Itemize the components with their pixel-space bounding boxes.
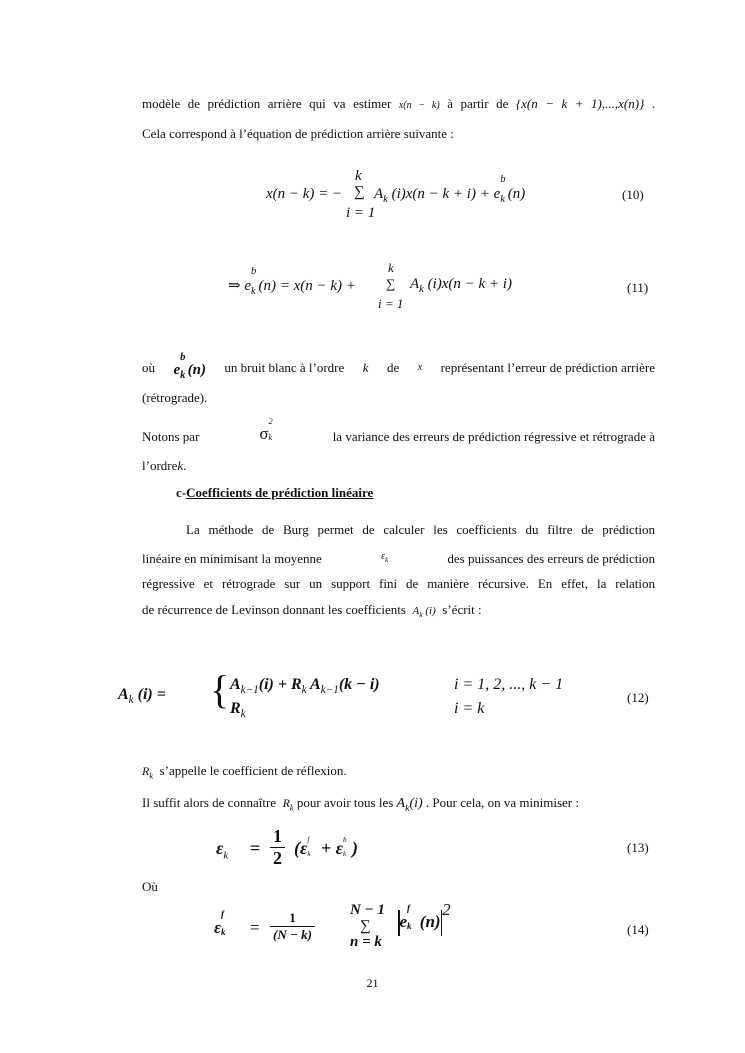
section-heading: c-Coefficients de prédiction linéaire: [176, 485, 374, 500]
equation-11: [228, 262, 558, 322]
fraction: $\frac{1}{(N - k)}$: [270, 910, 315, 943]
text: à partir de: [447, 96, 509, 111]
para4-line4: de récurrence de Levinson donnant les coefficients $A_k$ (i) s’écrit :: [142, 602, 482, 620]
text: .: [651, 96, 656, 111]
text: la variance des erreurs de prédiction régressive et rétrograde à: [332, 428, 655, 444]
case-row1: $A_{k-1}(i) + R_k$ $A_{k-1}(k - i)$: [230, 676, 380, 697]
sum-sign: ∑: [386, 276, 396, 291]
eq-body: $A_k$ (i)x(n − k + i) + e b k (n): [374, 174, 526, 205]
para3-line1: [142, 417, 655, 445]
math-inline: e b k (n): [173, 352, 206, 381]
eq-lhs: x(n − k) = −: [266, 186, 343, 202]
fraction: $\frac{1}{2}$: [270, 826, 285, 869]
para2-line1: [142, 352, 655, 381]
para4-line1: La méthode de Burg permet de calculer les coefficients du filtre de prédiction: [186, 522, 655, 537]
equation-number: (13): [627, 840, 649, 855]
equals: =: [250, 918, 260, 937]
equation-number: (12): [627, 690, 649, 705]
equation-10: [266, 168, 586, 232]
equation-number: (14): [627, 922, 649, 937]
math-inline: x: [417, 362, 423, 373]
sum-upper: k: [355, 168, 362, 184]
text: un bruit blanc à l’ordre: [224, 360, 345, 375]
sum-sign: ∑: [354, 184, 365, 200]
para1-line1: [142, 96, 655, 114]
sum-lower: n = k: [350, 934, 382, 950]
sum-sign: ∑: [360, 918, 371, 934]
equation-number: (10): [622, 187, 644, 202]
sum-upper: N − 1: [350, 902, 385, 918]
para5-line2: Il suffit alors de connaître $R_k$ pour avoir tous les $A_k(i)$ . Pour cela, on va minimiser :: [142, 795, 580, 814]
text: linéaire en minimisant la moyenne: [142, 550, 322, 566]
equation-number: (11): [627, 280, 649, 295]
text: des puissances des erreurs de prédiction: [447, 550, 655, 566]
text: Notons par: [142, 428, 200, 444]
equation-13: [216, 826, 416, 872]
math-inline: {x(n − k + 1),...,x(n)}: [515, 96, 645, 111]
para3-line2: l’ordrek.: [142, 458, 187, 473]
eq-body: (ε f k + ε b k ): [294, 836, 359, 858]
eq-lhs: $\varepsilon_k$: [216, 838, 229, 862]
case-row2: $R_k$: [230, 700, 246, 721]
para4-line2: [142, 549, 655, 568]
math-inline: $\varepsilon_k$: [381, 551, 389, 564]
case-row1-condition: i = 1, 2, ..., k − 1: [454, 676, 564, 693]
para1-line2: Cela correspond à l’équation de prédiction arrière suivante :: [142, 126, 454, 141]
para2-line2: (rétrograde).: [142, 390, 208, 405]
text: où: [142, 360, 155, 375]
sum-lower: i = 1: [346, 205, 376, 221]
eq-lhs: $A_k$ (i) =: [118, 686, 166, 707]
equals: =: [250, 838, 261, 858]
page-number: 21: [366, 976, 379, 990]
label-ou: Où: [142, 879, 158, 894]
sum-lower: i = 1: [378, 296, 404, 311]
brace: {: [210, 667, 230, 712]
equation-14: [214, 899, 514, 964]
text: de: [386, 360, 400, 375]
equation-12: [118, 667, 588, 722]
math-inline: x(n − k): [398, 100, 440, 111]
text: représentant l’erreur de prédiction arrière: [440, 360, 655, 375]
eq-lhs: ⇒ e b k (n) = x(n − k) +: [228, 266, 356, 297]
para5-line1: $R_k$ s’appelle le coefficient de réflexion.: [142, 763, 347, 781]
text: modèle de prédiction arrière qui va estimer: [142, 96, 392, 111]
math-inline: σ 2 k: [259, 417, 273, 443]
eq-body: e f k (n)2: [398, 910, 451, 936]
math-inline: k: [362, 360, 369, 375]
para4-line3: régressive et rétrograde sur un support fini de manière récursive. En effet, la relation: [142, 576, 655, 591]
case-row2-condition: i = k: [454, 700, 485, 717]
eq-body: $A_k$ (i)x(n − k + i): [410, 276, 512, 295]
eq-lhs: ε f k: [214, 909, 226, 937]
sum-upper: k: [388, 260, 394, 275]
